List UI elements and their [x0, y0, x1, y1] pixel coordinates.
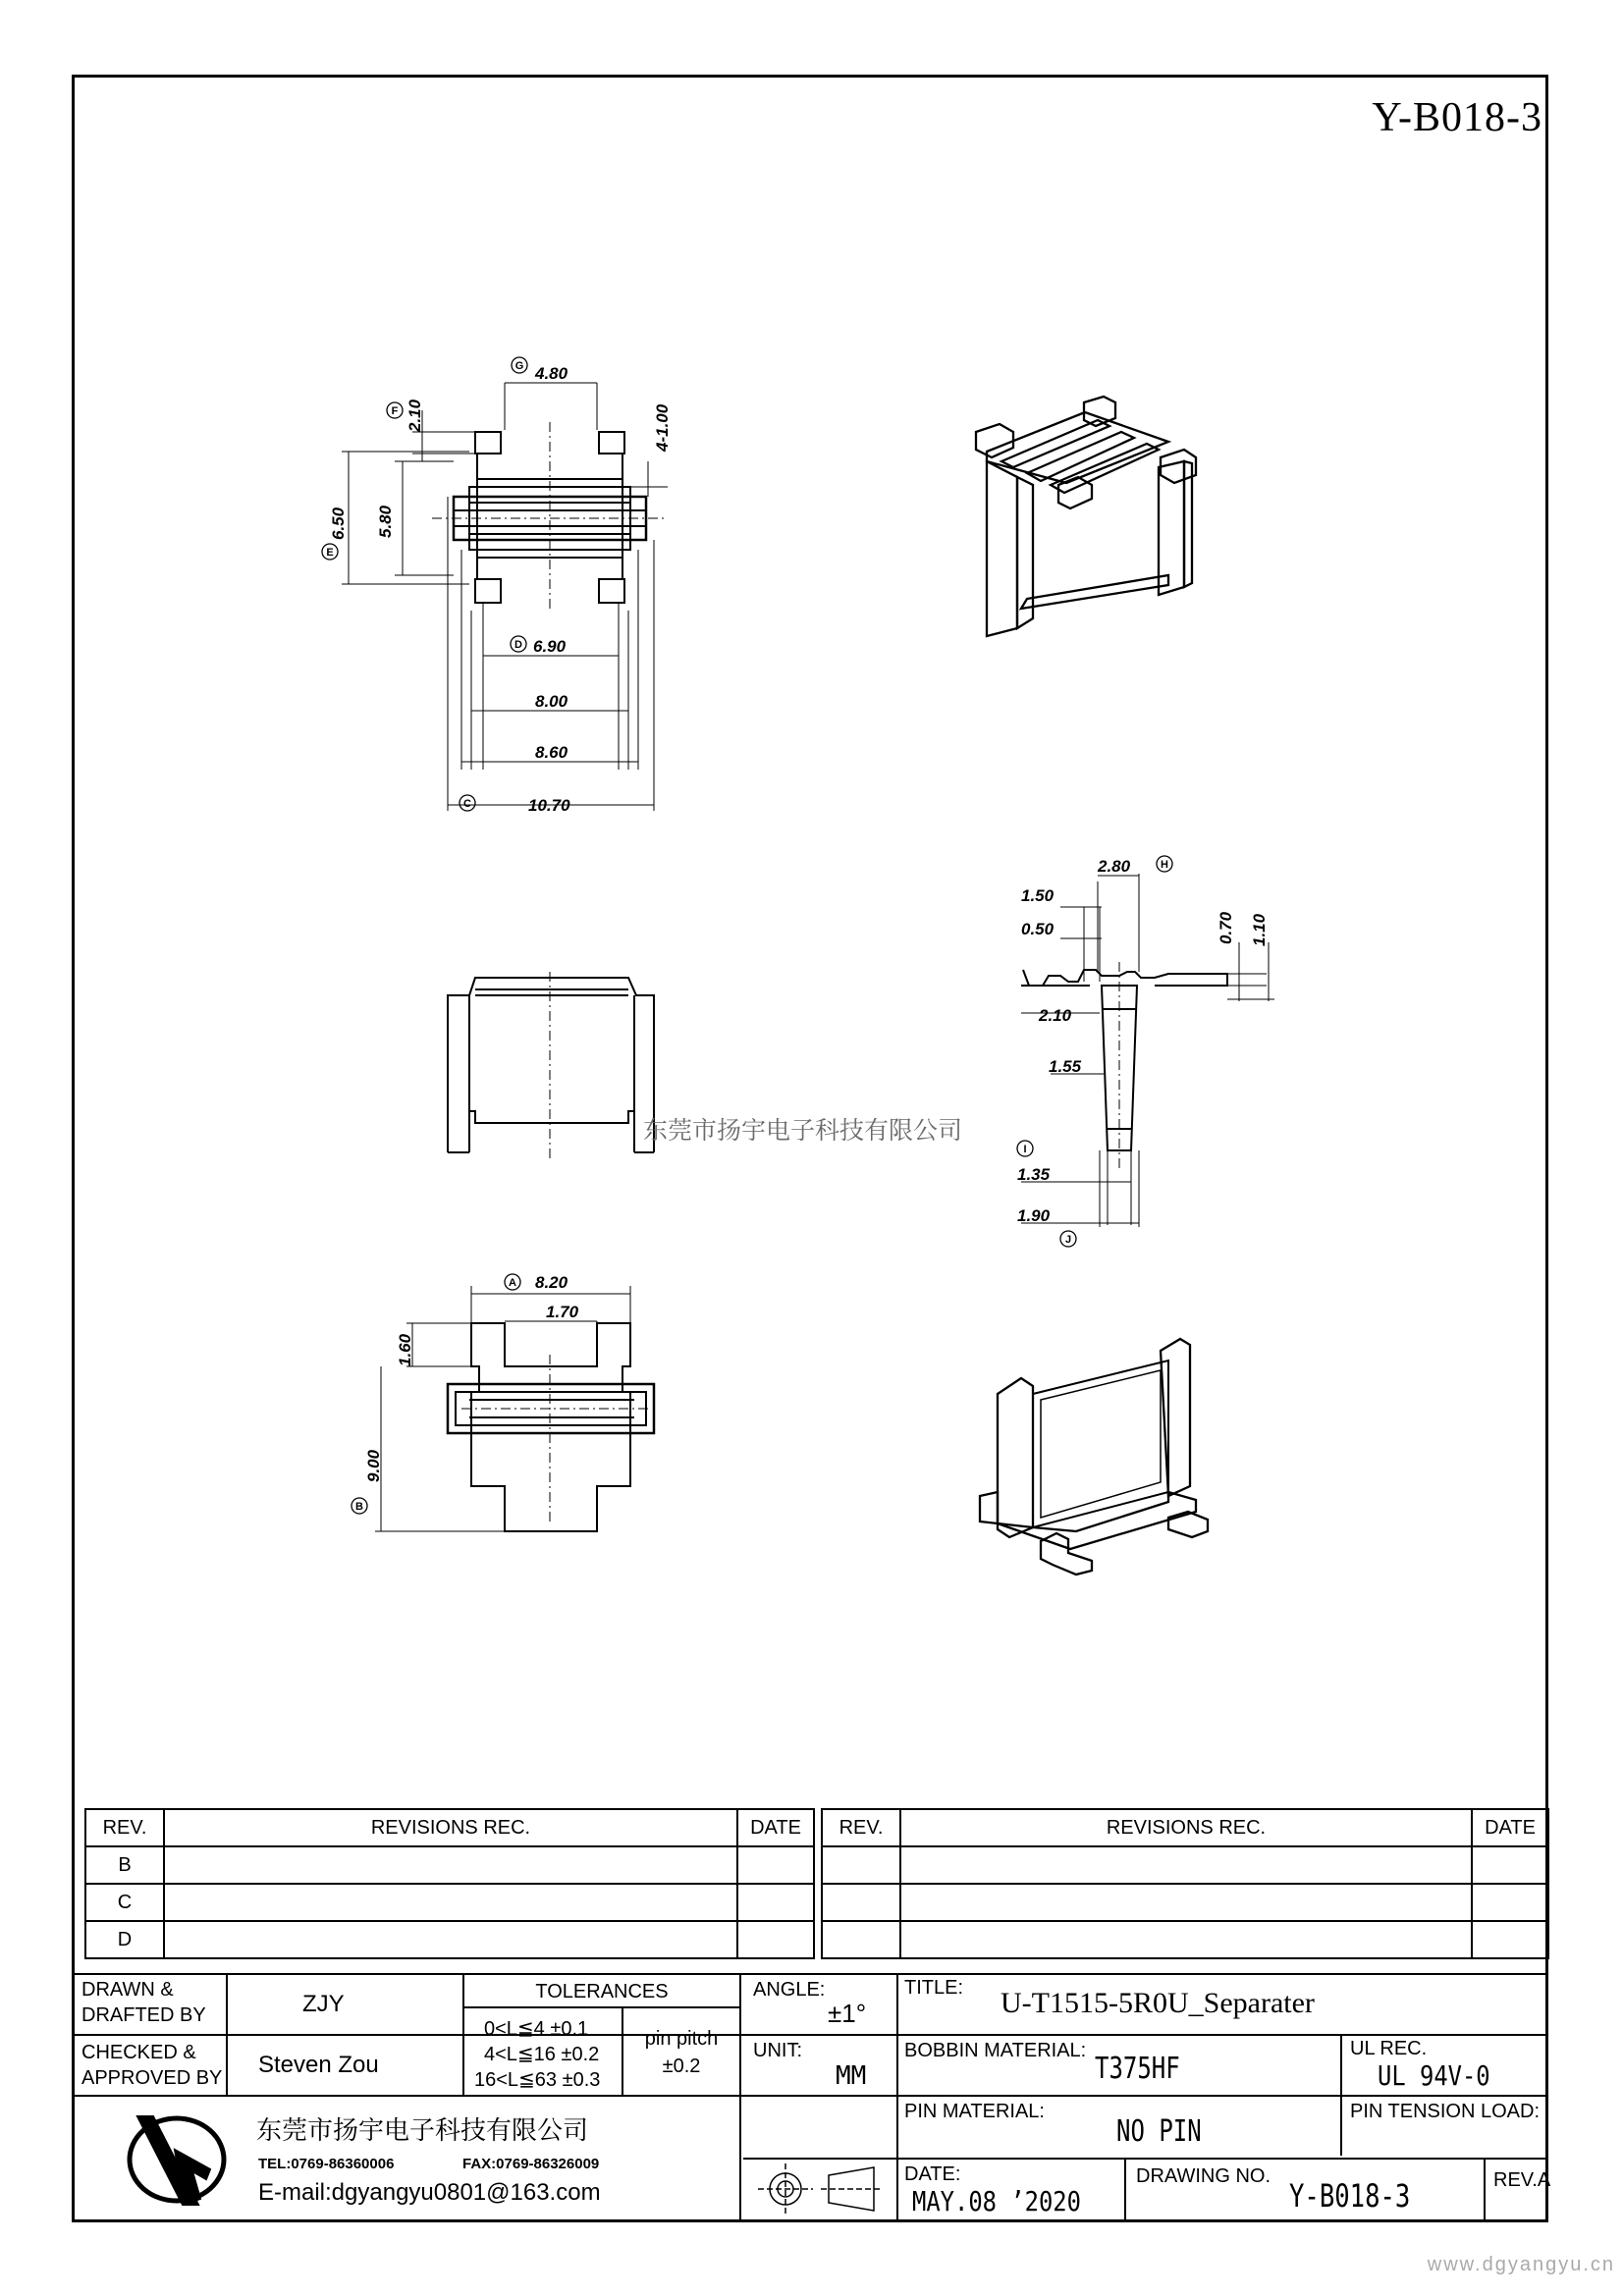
pin-material-label: PIN MATERIAL: — [904, 2101, 1045, 2122]
rev-label: REV.A — [1493, 2169, 1551, 2191]
date-label: DATE: — [904, 2163, 961, 2185]
label-d: D — [514, 639, 522, 651]
tolerance-3: 16<L≦63 ±0.3 — [474, 2069, 601, 2091]
iso-view-bottom — [980, 1339, 1208, 1575]
revisions-table — [84, 1808, 1549, 1959]
dim-e-height: 6.50 — [329, 507, 348, 540]
drawn-label-2: DRAFTED BY — [81, 2004, 206, 2026]
front-view — [448, 972, 654, 1158]
dim-155: 1.55 — [1049, 1057, 1082, 1076]
checked-label-1: CHECKED & — [81, 2042, 196, 2063]
dim-i-width: 1.35 — [1017, 1165, 1051, 1184]
label-g: G — [514, 360, 524, 372]
pin-material-value: NO PIN — [1116, 2114, 1202, 2149]
bobbin-value: T375HF — [1095, 2052, 1180, 2086]
label-j: J — [1064, 1234, 1072, 1246]
checked-value: Steven Zou — [258, 2052, 379, 2078]
dim-g-width: 4.80 — [535, 364, 568, 383]
dim-110: 1.10 — [1250, 913, 1269, 946]
dim-050: 0.50 — [1021, 920, 1055, 938]
title-block — [72, 1973, 1551, 2222]
label-a: A — [509, 1277, 516, 1289]
revision-row — [85, 1846, 1548, 1884]
unit-label: UNIT: — [753, 2040, 802, 2061]
company-tel: TEL:0769-86360006 — [258, 2156, 395, 2172]
tolerance-1: 0<L≦4 ±0.1 — [484, 2018, 589, 2040]
label-b: B — [355, 1501, 363, 1513]
dim-8: 8.00 — [535, 692, 568, 711]
drawing-code: Y-B018-3 — [1372, 95, 1542, 140]
dim-210: 2.10 — [1039, 1006, 1072, 1025]
bobbin-label: BOBBIN MATERIAL: — [904, 2040, 1087, 2061]
dim-d-width: 6.90 — [533, 637, 567, 656]
label-h: H — [1161, 859, 1168, 871]
website: www.dgyangyu.cn — [1427, 2254, 1615, 2275]
title-value: U-T1515-5R0U_Separater — [1001, 1987, 1315, 2019]
ul-label: UL REC. — [1350, 2038, 1428, 2059]
dim-86: 8.60 — [535, 743, 568, 762]
dim-070: 0.70 — [1217, 911, 1235, 944]
angle-value: ±1° — [828, 1999, 867, 2028]
rev-id: B — [85, 1846, 164, 1884]
section-view — [1021, 874, 1274, 1227]
company-email: E-mail:dgyangyu0801@163.com — [258, 2179, 601, 2206]
rev-header-right: REV. — [822, 1809, 900, 1846]
ul-value: UL 94V-0 — [1378, 2059, 1490, 2092]
rev-id: D — [85, 1921, 164, 1958]
dim-inner-height: 5.80 — [376, 505, 395, 538]
pin-tension-label: PIN TENSION LOAD: — [1350, 2101, 1541, 2122]
title-label: TITLE: — [904, 1977, 964, 1999]
dim-b-height: 9.00 — [364, 1449, 383, 1482]
bottom-view — [375, 1286, 654, 1531]
date-value: MAY.08 ’2020 — [912, 2185, 1081, 2217]
checked-label-2: APPROVED BY — [81, 2067, 223, 2089]
pin-pitch-value: ±0.2 — [662, 2056, 701, 2077]
dim-a-width: 8.20 — [535, 1273, 568, 1292]
dim-c-width: 10.70 — [528, 796, 570, 815]
date-header-left: DATE — [737, 1809, 814, 1846]
dim-150: 1.50 — [1021, 886, 1055, 905]
iso-view-top — [976, 397, 1196, 636]
dim-j-width: 1.90 — [1017, 1206, 1051, 1225]
label-f: F — [391, 405, 399, 417]
angle-label: ANGLE: — [753, 1979, 826, 2001]
dim-170: 1.70 — [546, 1303, 579, 1321]
rev-header-left: REV. — [85, 1809, 164, 1846]
company-fax: FAX:0769-86326009 — [462, 2156, 600, 2172]
revision-row — [85, 1884, 1548, 1921]
drawing-no-value: Y-B018-3 — [1289, 2177, 1411, 2215]
pin-pitch-label: pin pitch — [644, 2028, 719, 2050]
watermark: 东莞市扬宇电子科技有限公司 — [643, 1117, 963, 1145]
dim-pin: 4-1.00 — [653, 403, 672, 452]
revisions-header — [85, 1809, 1548, 1846]
drawn-label-1: DRAWN & — [81, 1979, 174, 2001]
label-e: E — [326, 547, 334, 559]
date-header-right: DATE — [1472, 1809, 1548, 1846]
unit-value: MM — [836, 2061, 867, 2091]
dim-h-width: 2.80 — [1098, 857, 1131, 876]
rev-id: C — [85, 1884, 164, 1921]
revision-row — [85, 1921, 1548, 1958]
drawn-value: ZJY — [302, 1991, 345, 2017]
company-name: 东莞市扬宇电子科技有限公司 — [256, 2115, 589, 2145]
dim-160: 1.60 — [396, 1333, 414, 1366]
rec-header-right: REVISIONS REC. — [900, 1809, 1472, 1846]
tolerances-title: TOLERANCES — [535, 1981, 669, 2002]
dim-f-height: 2.10 — [406, 399, 424, 432]
tolerance-2: 4<L≦16 ±0.2 — [484, 2044, 600, 2065]
rec-header-left: REVISIONS REC. — [164, 1809, 737, 1846]
drawing-no-label: DRAWING NO. — [1136, 2165, 1271, 2187]
top-view — [342, 383, 668, 811]
label-i: I — [1023, 1144, 1027, 1155]
label-c: C — [463, 798, 471, 810]
